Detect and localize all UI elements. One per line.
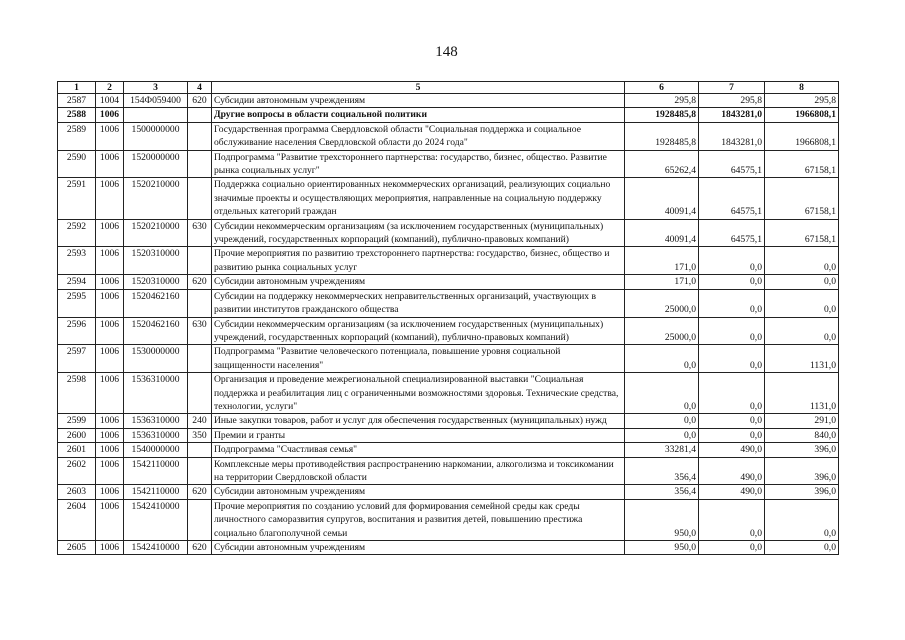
amount-col-6: 171,0 <box>625 275 699 289</box>
target-article-code: 1542410000 <box>124 499 188 540</box>
header-col-1: 1 <box>58 82 96 94</box>
row-number: 2590 <box>58 150 96 178</box>
amount-col-8: 67158,1 <box>765 219 839 247</box>
section-code: 1006 <box>96 485 124 499</box>
header-col-6: 6 <box>625 82 699 94</box>
amount-col-6: 25000,0 <box>625 289 699 317</box>
target-article-code: 1540000000 <box>124 443 188 457</box>
row-number: 2588 <box>58 108 96 122</box>
section-code: 1004 <box>96 94 124 108</box>
table-row <box>58 457 839 485</box>
amount-col-6: 33281,4 <box>625 443 699 457</box>
item-name: Организация и проведение межрегиональной специализированной выставки "Социальная поддержка и реабилитация лиц с ограниченными возможностями здоровья. Технические средства, технологии, услуги" <box>212 373 625 414</box>
header-col-3: 3 <box>124 82 188 94</box>
header-col-2: 2 <box>96 82 124 94</box>
amount-col-7: 295,8 <box>699 94 765 108</box>
amount-col-7: 64575,1 <box>699 219 765 247</box>
section-code: 1006 <box>96 219 124 247</box>
table-row <box>58 485 839 499</box>
amount-col-8: 0,0 <box>765 275 839 289</box>
row-number: 2591 <box>58 178 96 219</box>
expense-type-code <box>188 289 212 317</box>
table-row <box>58 219 839 247</box>
amount-col-8: 840,0 <box>765 428 839 442</box>
table-row <box>58 108 839 122</box>
amount-col-6: 25000,0 <box>625 317 699 345</box>
row-number: 2603 <box>58 485 96 499</box>
budget-table <box>57 81 839 555</box>
item-name: Субсидии автономным учреждениям <box>212 275 625 289</box>
target-article-code <box>124 108 188 122</box>
target-article-code: 1520462160 <box>124 317 188 345</box>
target-article-code: 1520000000 <box>124 150 188 178</box>
expense-type-code <box>188 345 212 373</box>
section-code: 1006 <box>96 122 124 150</box>
row-number: 2595 <box>58 289 96 317</box>
amount-col-6: 65262,4 <box>625 150 699 178</box>
row-number: 2605 <box>58 541 96 555</box>
amount-col-7: 0,0 <box>699 428 765 442</box>
expense-type-code <box>188 122 212 150</box>
table-row <box>58 373 839 414</box>
row-number: 2597 <box>58 345 96 373</box>
section-code: 1006 <box>96 289 124 317</box>
table-row <box>58 247 839 275</box>
expense-type-code: 620 <box>188 275 212 289</box>
amount-col-7: 0,0 <box>699 373 765 414</box>
amount-col-8: 1131,0 <box>765 345 839 373</box>
item-name: Прочие мероприятия по развитию трехстороннего партнерства: государство, бизнес, общество и развитию рынка социальных услуг <box>212 247 625 275</box>
expense-type-code <box>188 499 212 540</box>
amount-col-8: 67158,1 <box>765 150 839 178</box>
section-code: 1006 <box>96 443 124 457</box>
amount-col-6: 950,0 <box>625 541 699 555</box>
section-code: 1006 <box>96 499 124 540</box>
amount-col-8: 1966808,1 <box>765 108 839 122</box>
amount-col-6: 0,0 <box>625 428 699 442</box>
header-col-8: 8 <box>765 82 839 94</box>
amount-col-8: 1966808,1 <box>765 122 839 150</box>
target-article-code: 1542110000 <box>124 457 188 485</box>
section-code: 1006 <box>96 457 124 485</box>
amount-col-7: 0,0 <box>699 541 765 555</box>
expense-type-code: 620 <box>188 485 212 499</box>
amount-col-8: 396,0 <box>765 485 839 499</box>
item-name: Поддержка социально ориентированных некоммерческих организаций, реализующих социально значимые проекты и осуществляющих мероприятия, направленные на социальную поддержку отдельных категорий граждан <box>212 178 625 219</box>
row-number: 2589 <box>58 122 96 150</box>
table-row <box>58 499 839 540</box>
expense-type-code: 240 <box>188 414 212 428</box>
amount-col-8: 0,0 <box>765 499 839 540</box>
expense-type-code: 620 <box>188 541 212 555</box>
header-col-4: 4 <box>188 82 212 94</box>
section-code: 1006 <box>96 428 124 442</box>
row-number: 2602 <box>58 457 96 485</box>
item-name: Субсидии автономным учреждениям <box>212 485 625 499</box>
row-number: 2600 <box>58 428 96 442</box>
item-name: Субсидии автономным учреждениям <box>212 94 625 108</box>
amount-col-7: 490,0 <box>699 443 765 457</box>
row-number: 2596 <box>58 317 96 345</box>
expense-type-code <box>188 150 212 178</box>
table-row <box>58 317 839 345</box>
amount-col-7: 0,0 <box>699 499 765 540</box>
amount-col-8: 67158,1 <box>765 178 839 219</box>
expense-type-code <box>188 443 212 457</box>
amount-col-6: 356,4 <box>625 457 699 485</box>
target-article-code: 1536310000 <box>124 428 188 442</box>
item-name: Субсидии некоммерческим организациям (за исключением государственных (муниципальных) учреждений, государственных корпораций (компаний), публично-правовых компаний) <box>212 219 625 247</box>
table-row <box>58 414 839 428</box>
table-row <box>58 289 839 317</box>
target-article-code: 1536310000 <box>124 373 188 414</box>
amount-col-6: 950,0 <box>625 499 699 540</box>
target-article-code: 1542110000 <box>124 485 188 499</box>
section-code: 1006 <box>96 108 124 122</box>
amount-col-7: 0,0 <box>699 275 765 289</box>
amount-col-6: 1928485,8 <box>625 108 699 122</box>
target-article-code: 1500000000 <box>124 122 188 150</box>
target-article-code: 154Ф059400 <box>124 94 188 108</box>
expense-type-code: 630 <box>188 219 212 247</box>
amount-col-6: 171,0 <box>625 247 699 275</box>
item-name: Комплексные меры противодействия распространению наркомании, алкоголизма и токсикомании на территории Свердловской области <box>212 457 625 485</box>
row-number: 2598 <box>58 373 96 414</box>
amount-col-8: 295,8 <box>765 94 839 108</box>
target-article-code: 1520210000 <box>124 178 188 219</box>
table-row <box>58 541 839 555</box>
row-number: 2604 <box>58 499 96 540</box>
item-name: Субсидии автономным учреждениям <box>212 541 625 555</box>
table-row <box>58 94 839 108</box>
amount-col-7: 0,0 <box>699 345 765 373</box>
amount-col-7: 490,0 <box>699 485 765 499</box>
expense-type-code <box>188 457 212 485</box>
table-row <box>58 178 839 219</box>
expense-type-code <box>188 108 212 122</box>
item-name: Субсидии некоммерческим организациям (за исключением государственных (муниципальных) учреждений, государственных корпораций (компаний), публично-правовых компаний) <box>212 317 625 345</box>
item-name: Субсидии на поддержку некоммерческих неправительственных организаций, участвующих в развитии институтов гражданского общества <box>212 289 625 317</box>
amount-col-7: 0,0 <box>699 414 765 428</box>
table-row <box>58 428 839 442</box>
amount-col-8: 396,0 <box>765 457 839 485</box>
amount-col-8: 1131,0 <box>765 373 839 414</box>
expense-type-code <box>188 373 212 414</box>
header-row <box>58 82 839 94</box>
amount-col-6: 40091,4 <box>625 178 699 219</box>
expense-type-code <box>188 247 212 275</box>
table-row <box>58 122 839 150</box>
amount-col-6: 0,0 <box>625 373 699 414</box>
table-row <box>58 275 839 289</box>
amount-col-8: 291,0 <box>765 414 839 428</box>
amount-col-8: 0,0 <box>765 247 839 275</box>
amount-col-7: 0,0 <box>699 317 765 345</box>
table-row <box>58 443 839 457</box>
amount-col-6: 0,0 <box>625 345 699 373</box>
amount-col-6: 295,8 <box>625 94 699 108</box>
item-name: Государственная программа Свердловской области "Социальная поддержка и социальное обслуживание населения Свердловской области до 2024 года" <box>212 122 625 150</box>
item-name: Подпрограмма "Счастливая семья" <box>212 443 625 457</box>
table-row <box>58 345 839 373</box>
target-article-code: 1542410000 <box>124 541 188 555</box>
amount-col-8: 0,0 <box>765 289 839 317</box>
amount-col-7: 64575,1 <box>699 150 765 178</box>
target-article-code: 1520310000 <box>124 247 188 275</box>
amount-col-8: 0,0 <box>765 317 839 345</box>
row-number: 2594 <box>58 275 96 289</box>
expense-type-code <box>188 178 212 219</box>
expense-type-code: 620 <box>188 94 212 108</box>
amount-col-7: 64575,1 <box>699 178 765 219</box>
section-code: 1006 <box>96 150 124 178</box>
section-code: 1006 <box>96 247 124 275</box>
target-article-code: 1520310000 <box>124 275 188 289</box>
section-code: 1006 <box>96 317 124 345</box>
item-name: Иные закупки товаров, работ и услуг для обеспечения государственных (муниципальных) нужд <box>212 414 625 428</box>
amount-col-6: 40091,4 <box>625 219 699 247</box>
amount-col-6: 356,4 <box>625 485 699 499</box>
target-article-code: 1536310000 <box>124 414 188 428</box>
section-code: 1006 <box>96 275 124 289</box>
amount-col-8: 396,0 <box>765 443 839 457</box>
amount-col-7: 490,0 <box>699 457 765 485</box>
page-number: 148 <box>435 44 458 60</box>
table-body <box>58 94 839 555</box>
expense-type-code: 350 <box>188 428 212 442</box>
row-number: 2599 <box>58 414 96 428</box>
section-code: 1006 <box>96 345 124 373</box>
header-col-5: 5 <box>212 82 625 94</box>
row-number: 2592 <box>58 219 96 247</box>
item-name: Прочие мероприятия по созданию условий для формирования семейной среды как среды личностного саморазвития супругов, воспитания и развития детей, повышению престижа социально благополучной семьи <box>212 499 625 540</box>
table-row <box>58 150 839 178</box>
row-number: 2587 <box>58 94 96 108</box>
item-name: Другие вопросы в области социальной политики <box>212 108 625 122</box>
target-article-code: 1530000000 <box>124 345 188 373</box>
amount-col-7: 1843281,0 <box>699 122 765 150</box>
section-code: 1006 <box>96 373 124 414</box>
item-name: Подпрограмма "Развитие трехстороннего партнерства: государство, бизнес, общество. Развитие рынка социальных услуг" <box>212 150 625 178</box>
amount-col-7: 0,0 <box>699 289 765 317</box>
expense-type-code: 630 <box>188 317 212 345</box>
section-code: 1006 <box>96 178 124 219</box>
item-name: Премии и гранты <box>212 428 625 442</box>
row-number: 2593 <box>58 247 96 275</box>
amount-col-7: 1843281,0 <box>699 108 765 122</box>
target-article-code: 1520210000 <box>124 219 188 247</box>
amount-col-8: 0,0 <box>765 541 839 555</box>
amount-col-6: 0,0 <box>625 414 699 428</box>
item-name: Подпрограмма "Развитие человеческого потенциала, повышение уровня социальной защищенности населения" <box>212 345 625 373</box>
amount-col-7: 0,0 <box>699 247 765 275</box>
section-code: 1006 <box>96 414 124 428</box>
target-article-code: 1520462160 <box>124 289 188 317</box>
amount-col-6: 1928485,8 <box>625 122 699 150</box>
row-number: 2601 <box>58 443 96 457</box>
header-col-7: 7 <box>699 82 765 94</box>
section-code: 1006 <box>96 541 124 555</box>
